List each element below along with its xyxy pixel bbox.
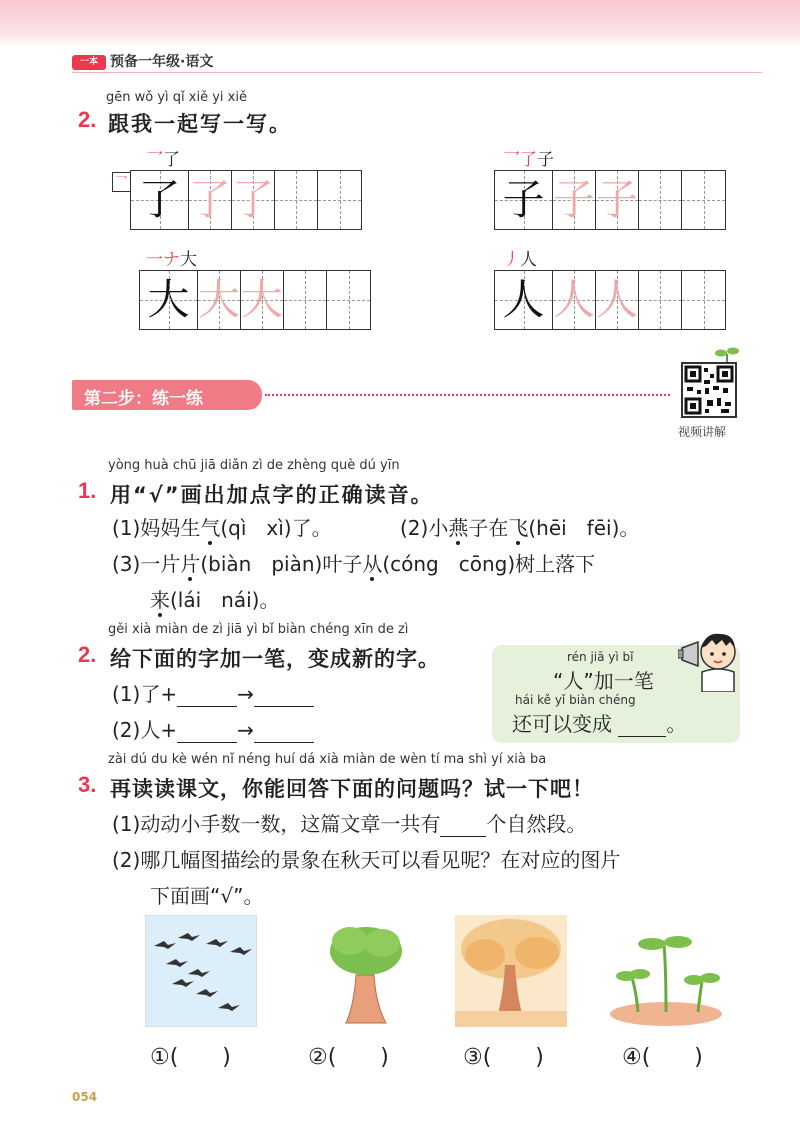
q1-item-3: (3)一片片(biàn piàn)叶子从(cóng cōng)树上落下 (112, 552, 596, 576)
picture-sprouts (608, 930, 723, 1030)
q2-title: 给下面的字加一笔，变成新的字。 (110, 647, 440, 671)
q3-pinyin: zài dú du kè wén nǐ néng huí dá xià miàn de wèn tí ma shì yí xià ba (108, 752, 547, 767)
answer-2[interactable]: ②( ) (308, 1045, 389, 1070)
answer-4[interactable]: ④( ) (622, 1045, 703, 1070)
q1-item-3-options[interactable]: (biàn piàn) (200, 552, 323, 576)
qr-label: 视频讲解 (678, 425, 727, 439)
q3-title: 再读读课文，你能回答下面的问题吗？试一下吧！ (110, 777, 594, 801)
picture-geese (145, 915, 257, 1027)
brand-logo: 一本 (72, 55, 106, 70)
q2-item-2: (2)人+ → (112, 714, 314, 743)
callout-pinyin-1: rén jiā yì bǐ (567, 650, 634, 664)
q1-item-2-options[interactable]: (hēi fēi) (528, 516, 620, 540)
q3-item-2-cont: 下面画“√”。 (150, 884, 264, 908)
step2-label: 第二步：练一练 (84, 389, 203, 409)
q3-number: 3. (78, 772, 97, 797)
writing-grid-da: 大 大 大 (139, 270, 371, 330)
q1-item-1-options[interactable]: (qì xì) (220, 516, 292, 540)
q3-item-2: (2)哪几幅图描绘的景象在秋天可以看见呢？在对应的图片 (112, 848, 621, 872)
stroke-order-zi: 乛了子 (503, 150, 554, 170)
qr-code-icon[interactable] (681, 362, 737, 418)
callout-line-2: 还可以变成 。 (512, 712, 687, 736)
stroke-order-da: 一ナ大 (146, 250, 197, 270)
q2-blank-2a[interactable] (177, 723, 237, 743)
writing-grid-le: 了 了 了 (130, 170, 362, 230)
q1-item-3-options2[interactable]: (cóng cōng) (382, 552, 516, 576)
boy-megaphone-illustration (678, 628, 744, 696)
q1-number: 1. (78, 478, 97, 503)
q3-blank-paragraphs[interactable] (440, 817, 486, 837)
step2-banner (72, 380, 262, 410)
stroke-order-ren: 丿人 (503, 250, 537, 270)
stroke-order-le: 乛了 (146, 150, 180, 170)
q1-pinyin: yòng huà chū jiā diǎn zì de zhèng què dú yīn (108, 458, 400, 473)
callout-blank[interactable] (618, 717, 666, 737)
answer-3[interactable]: ③( ) (463, 1045, 544, 1070)
q2-blank-1b[interactable] (254, 687, 314, 707)
answer-1[interactable]: ①( ) (150, 1045, 231, 1070)
q2-blank-2b[interactable] (254, 723, 314, 743)
q1-item-1: (1)妈妈生气(qì xì)了。 (112, 516, 332, 540)
header-title: 预备一年级·语文 (110, 54, 214, 70)
mini-stroke-box: 乛 (112, 172, 130, 192)
callout-pinyin-2: hái kě yǐ biàn chéng (515, 693, 636, 707)
q2-number: 2. (78, 642, 97, 667)
dotted-divider (265, 394, 670, 396)
section-write-title: 跟我一起写一写。 (108, 112, 292, 136)
q2-pinyin: gěi xià miàn de zì jiā yì bǐ biàn chéng xīn de zì (108, 622, 409, 637)
writing-grid-ren: 人 人 人 (494, 270, 726, 330)
picture-green-tree (310, 915, 422, 1027)
q1-item-2: (2)小燕子在飞(hēi fēi)。 (400, 516, 640, 540)
writing-grid-zi: 子 子 子 (494, 170, 726, 230)
q1-item-3-cont: 来(lái nái)。 (150, 588, 280, 612)
q1-item-4-options[interactable]: (lái nái) (170, 588, 260, 612)
section-write-number: 2. (78, 107, 97, 132)
top-color-band (0, 0, 800, 48)
q1-title: 用“√”画出加点字的正确读音。 (110, 483, 434, 507)
q3-item-1: (1)动动小手数一数，这篇文章一共有 个自然段。 (112, 812, 587, 836)
q2-item-1: (1)了+ → (112, 678, 314, 707)
section-write-pinyin: gēn wǒ yì qǐ xiě yi xiě (106, 90, 247, 105)
q2-blank-1a[interactable] (177, 687, 237, 707)
picture-autumn-tree (455, 915, 567, 1027)
page-number: 054 (72, 1090, 98, 1104)
header-divider (72, 72, 762, 73)
callout-line-1: “人”加一笔 (553, 669, 654, 693)
